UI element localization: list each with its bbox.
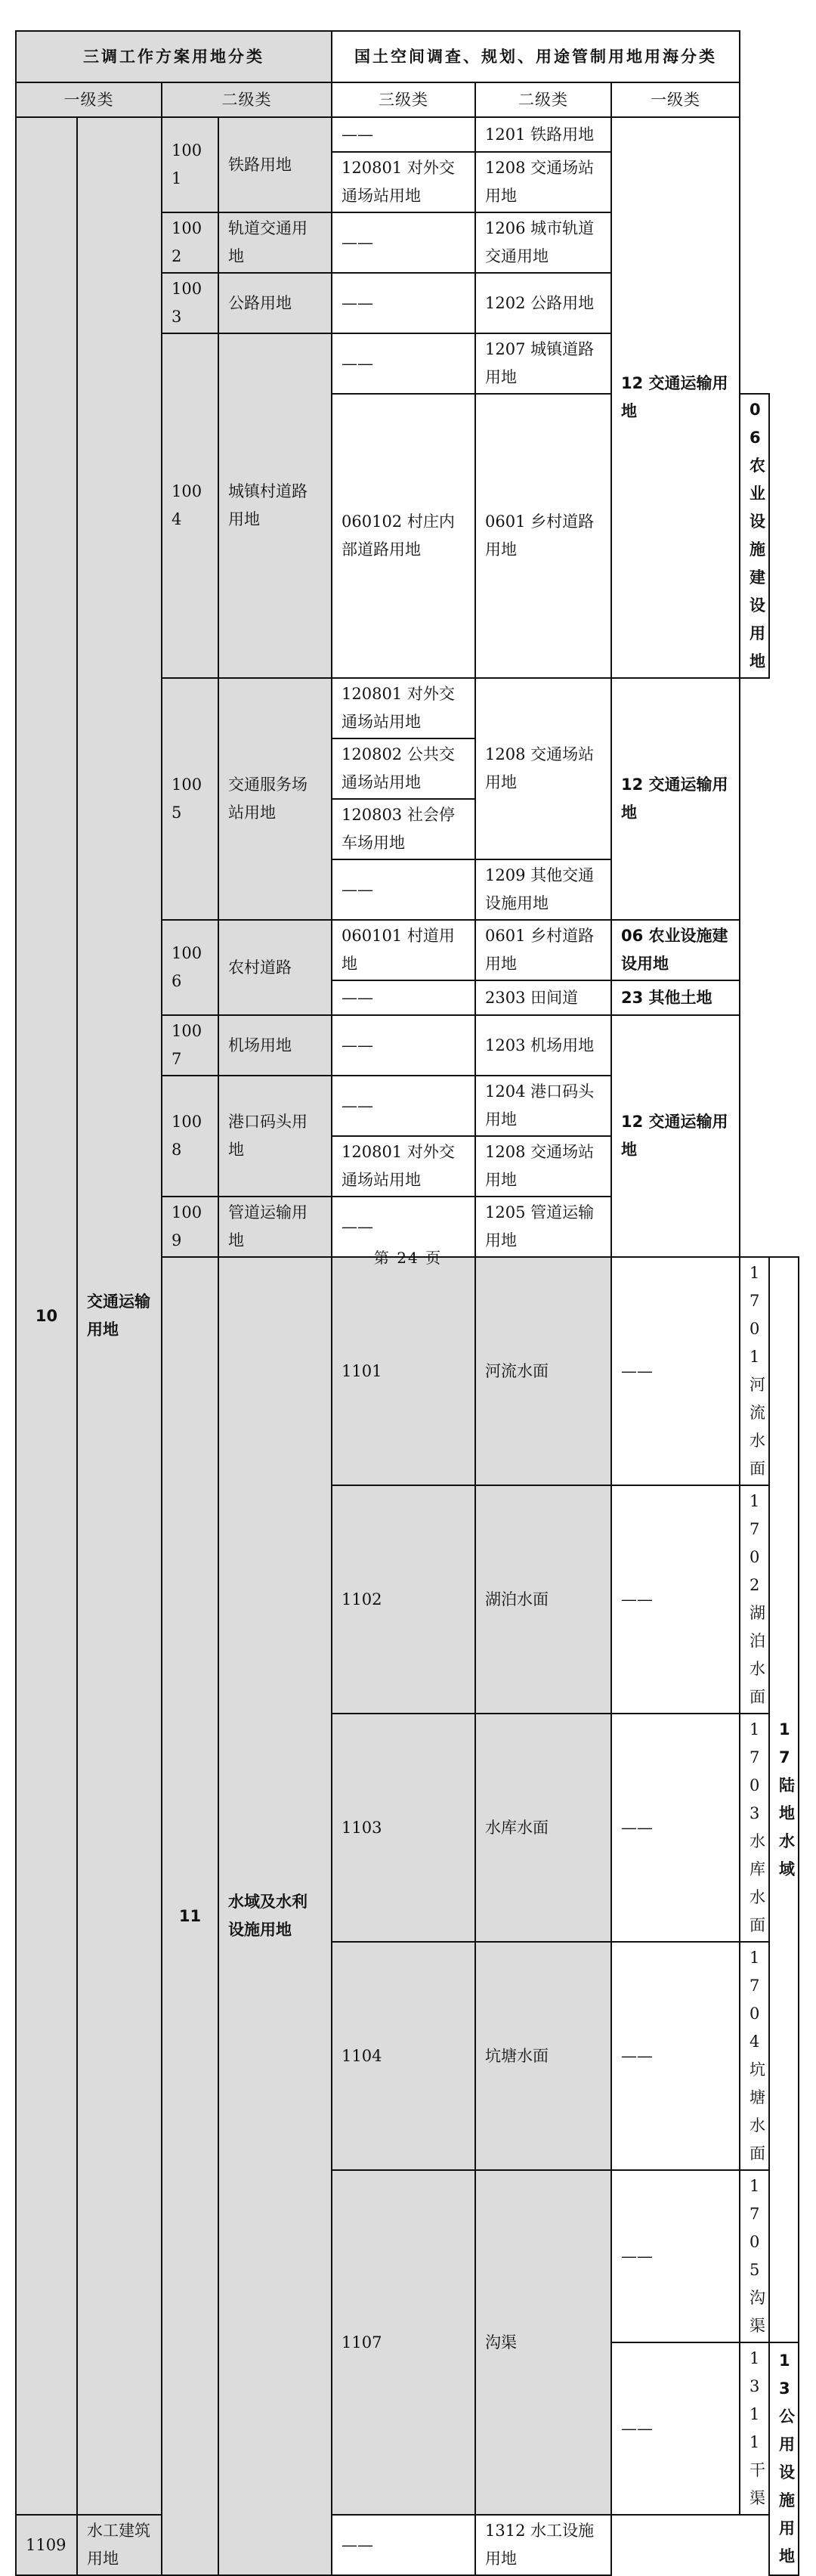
row-name: 公路用地: [218, 273, 332, 333]
row-name: 港口码头用地: [218, 1076, 332, 1197]
level3-cell: 120801 对外交通场站用地: [332, 152, 475, 212]
level3-cell: ——: [611, 1485, 740, 1714]
page-number: 第 24 页: [373, 1249, 443, 1267]
level2-cell: 1208 交通场站用地: [475, 678, 611, 859]
level1-right-cell: 13 公用设施用地: [769, 2342, 799, 2575]
level1-right-cell: 12 交通运输用地: [611, 1015, 740, 1257]
level2-cell: 0601 乡村道路用地: [475, 394, 611, 678]
level3-cell: 120801 对外交通场站用地: [332, 1136, 475, 1197]
level2-cell: 1704 坑塘水面: [740, 1942, 769, 2170]
row-name: 农村道路: [218, 920, 332, 1015]
level3-cell: ——: [611, 1257, 740, 1485]
level2-cell: 1702 湖泊水面: [740, 1485, 769, 1714]
level3-cell: ——: [611, 1714, 740, 1942]
level2-cell: 1312 水工设施用地: [475, 2515, 611, 2575]
level1-right-cell: 17 陆地水域: [769, 1257, 799, 2342]
header-level2-right: 二级类: [475, 82, 611, 117]
row-name: 湖泊水面: [475, 1485, 611, 1714]
header-left: 三调工作方案用地分类: [16, 31, 332, 82]
level2-cell: 1703 水库水面: [740, 1714, 769, 1942]
level1-right-cell: 06 农业设施建设用地: [611, 920, 740, 980]
row-code: 1109: [16, 2515, 77, 2575]
level2-cell: 1705 沟渠: [740, 2170, 769, 2342]
level3-cell: ——: [332, 212, 475, 273]
row-name: 轨道交通用地: [218, 212, 332, 273]
level2-cell: 1208 交通场站用地: [475, 1136, 611, 1197]
level3-cell: ——: [611, 2342, 740, 2515]
row-code: 1003: [162, 273, 218, 333]
row-code: 1001: [162, 117, 218, 212]
row-code: 1103: [332, 1714, 475, 1942]
header-level2: 二级类: [162, 82, 332, 117]
level3-cell: ——: [332, 333, 475, 394]
row-name: 铁路用地: [218, 117, 332, 212]
header-level1-right: 一级类: [611, 82, 740, 117]
level2-cell: 1205 管道运输用地: [475, 1197, 611, 1257]
level1-right-cell: 06 农业设施建设用地: [740, 394, 769, 678]
level3-cell: ——: [332, 273, 475, 333]
level3-cell: ——: [332, 1015, 475, 1076]
level3-cell: 120802 公共交通场站用地: [332, 738, 475, 799]
level2-cell: 1701 河流水面: [740, 1257, 769, 1485]
row-code: 1008: [162, 1076, 218, 1197]
row-code: 1107: [332, 2170, 475, 2515]
level1-right-cell: 12 交通运输用地: [611, 117, 740, 678]
level3-cell: 120801 对外交通场站用地: [332, 678, 475, 738]
level3-cell: 060101 村道用地: [332, 920, 475, 980]
group-name: 交通运输用地: [77, 117, 162, 2515]
row-name: 管道运输用地: [218, 1197, 332, 1257]
level2-cell: 1311 干渠: [740, 2342, 769, 2515]
row-name: 城镇村道路用地: [218, 333, 332, 678]
level3-cell: ——: [332, 980, 475, 1015]
row-name: 坑塘水面: [475, 1942, 611, 2170]
row-code: 1004: [162, 333, 218, 678]
level3-cell: ——: [611, 2170, 740, 2342]
group-code: 10: [16, 117, 77, 2515]
row-code: 1101: [332, 1257, 475, 1485]
level2-cell: 1206 城市轨道交通用地: [475, 212, 611, 273]
level2-cell: 1208 交通场站用地: [475, 152, 611, 212]
row-code: 1006: [162, 920, 218, 1015]
row-code: 1102: [332, 1485, 475, 1714]
level2-cell: 1201 铁路用地: [475, 117, 611, 152]
row-name: 水工建筑用地: [77, 2515, 162, 2575]
row-code: 1007: [162, 1015, 218, 1076]
level1-right-cell: 23 其他土地: [611, 980, 740, 1015]
level2-cell: 1209 其他交通设施用地: [475, 859, 611, 920]
row-name: 水库水面: [475, 1714, 611, 1942]
row-name: 机场用地: [218, 1015, 332, 1076]
row-code: 1002: [162, 212, 218, 273]
level2-cell: 1202 公路用地: [475, 273, 611, 333]
header-right: 国土空间调查、规划、用途管制用地用海分类: [332, 31, 740, 82]
level3-cell: ——: [332, 2515, 475, 2575]
level2-cell: 1203 机场用地: [475, 1015, 611, 1076]
classification-table: [15, 30, 799, 2576]
level3-cell: 060102 村庄内部道路用地: [332, 394, 475, 678]
row-code: 1104: [332, 1942, 475, 2170]
group-code: 11: [162, 1257, 218, 2575]
header-level3: 三级类: [332, 82, 475, 117]
group-name: 水域及水利设施用地: [218, 1257, 332, 2575]
level2-cell: 2303 田间道: [475, 980, 611, 1015]
level3-cell: ——: [332, 859, 475, 920]
level3-cell: 120803 社会停车场用地: [332, 799, 475, 859]
row-name: 河流水面: [475, 1257, 611, 1485]
row-name: 交通服务场站用地: [218, 678, 332, 920]
level2-cell: 1207 城镇道路用地: [475, 333, 611, 394]
level2-cell: 0601 乡村道路用地: [475, 920, 611, 980]
level1-right-cell: 12 交通运输用地: [611, 678, 740, 920]
row-code: 1009: [162, 1197, 218, 1257]
level3-cell: ——: [332, 1197, 475, 1257]
level3-cell: ——: [332, 1076, 475, 1136]
level3-cell: ——: [611, 1942, 740, 2170]
level2-cell: 1204 港口码头用地: [475, 1076, 611, 1136]
row-code: 1005: [162, 678, 218, 920]
level3-cell: ——: [332, 117, 475, 152]
header-level1: 一级类: [16, 82, 162, 117]
row-name: 沟渠: [475, 2170, 611, 2515]
